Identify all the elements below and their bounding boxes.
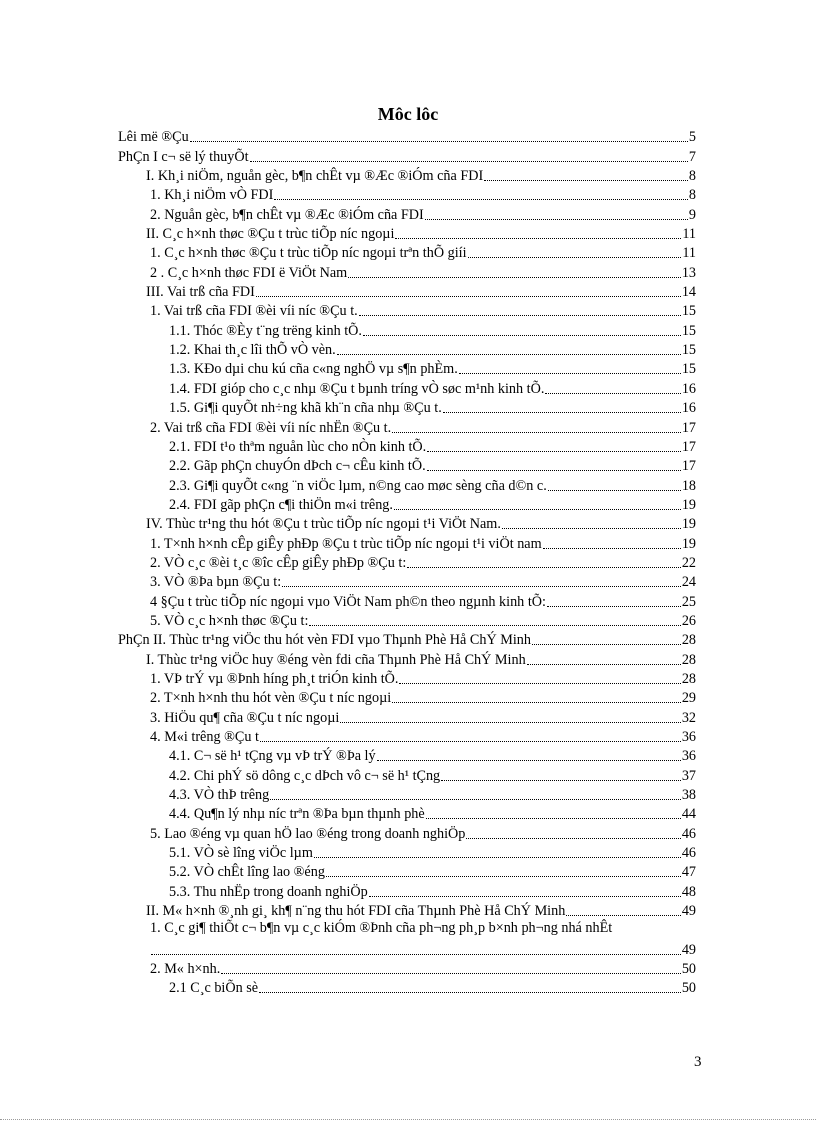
toc-entry-page: 50 — [681, 961, 696, 978]
dot-leader — [527, 663, 681, 665]
toc-entry-label: PhÇn II. Thùc tr¹ng viÖc thu hót vèn FDI vµo Thµnh Phè Hå ChÝ Minh — [118, 632, 531, 649]
toc-entry-page: 28 — [681, 632, 696, 649]
dot-leader — [443, 411, 681, 413]
toc-entry-label: 5.1. VÒ sè lîng viÖc lµm — [169, 845, 313, 862]
toc-entry-label: 1.4. FDI gióp cho c¸c nhµ ®Çu t bµnh tríng vÒ søc m¹nh kinh tÕ. — [169, 380, 545, 397]
toc-entry[interactable] — [118, 533, 696, 552]
dot-leader — [426, 817, 681, 819]
toc-entry[interactable] — [118, 862, 696, 881]
toc-entry-label: I. Kh¸i niÖm, nguån gèc, b¶n chÊt vµ ®Æc ®iÓm cña FDI — [146, 168, 484, 185]
dot-leader — [274, 198, 688, 200]
toc-entry[interactable] — [118, 630, 696, 649]
toc-entry-page: 19 — [681, 516, 696, 533]
dot-leader — [326, 875, 681, 877]
toc-entry-page: 32 — [681, 709, 696, 726]
toc-entry-label: 1. Vai trß cña FDI ®èi víi níc ®Çu t. — [150, 303, 358, 320]
dot-leader — [377, 759, 681, 761]
toc-entry-page: 16 — [681, 400, 696, 417]
toc-entry-label: 4.4. Qu¶n lý nhµ níc trªn ®Þa bµn thµnh phè — [169, 806, 425, 823]
toc-entry-label: 4. M«i trêng ®Çu t — [150, 729, 259, 745]
toc-entry-page: 17 — [681, 458, 696, 475]
toc-entry-page: 46 — [681, 825, 696, 842]
dot-leader — [532, 643, 681, 645]
toc-entry-label: Lêi më ®Çu — [118, 129, 189, 146]
dot-leader — [548, 489, 681, 491]
toc-entry-page: 19 — [681, 535, 696, 552]
toc-entry-page: 8 — [688, 168, 696, 185]
dot-leader — [151, 953, 681, 955]
toc-entry-page: 11 — [682, 226, 696, 243]
toc-entry[interactable] — [118, 765, 696, 784]
toc-entry-page: 37 — [681, 767, 696, 784]
toc-entry[interactable] — [118, 649, 696, 668]
toc-entry-page: 46 — [681, 845, 696, 862]
toc-entry-page: 8 — [688, 187, 696, 204]
toc-entry-label: 5.2. VÒ chÊt lîng lao ®éng — [169, 864, 325, 881]
toc-entry[interactable] — [118, 843, 696, 862]
toc-entry-page: 29 — [681, 690, 696, 707]
dot-leader — [425, 218, 688, 220]
dot-leader — [270, 798, 681, 800]
toc-entry-label: 2. VÒ c¸c ®èi t¸c ®îc cÊp giÊy phÐp ®Çu t: — [150, 554, 407, 571]
toc-entry-page: 14 — [681, 284, 696, 301]
toc-entry-page: 17 — [681, 419, 696, 436]
dot-leader — [543, 547, 681, 549]
toc-entry-page: 16 — [681, 380, 696, 397]
toc-title: Môc lôc — [377, 104, 439, 124]
toc-entry-page: 24 — [681, 574, 696, 591]
dot-leader — [459, 372, 681, 374]
toc-entry[interactable] — [118, 301, 696, 320]
dot-leader — [547, 605, 681, 607]
toc-entry-label: 4 §Çu t trùc tiÕp níc ngoµi vµo ViÖt Nam ph©n theo ngµnh kinh tÕ: — [150, 593, 546, 610]
toc-entry[interactable] — [118, 475, 696, 494]
dot-leader — [282, 585, 681, 587]
toc-entry[interactable] — [118, 591, 696, 610]
toc-entry-page: 28 — [681, 651, 696, 668]
toc-entry-page: 47 — [681, 864, 696, 881]
dot-leader — [566, 914, 681, 916]
toc-entry-page: 13 — [681, 264, 696, 281]
toc-entry[interactable] — [118, 746, 696, 765]
dot-leader — [466, 837, 680, 839]
toc-entry[interactable] — [118, 127, 696, 146]
toc-entry[interactable] — [118, 553, 696, 572]
dot-leader — [309, 624, 680, 626]
toc-entry-label: 1.5. Gi¶i quyÕt nh÷ng khã kh¨n cña nhµ ®Çu t. — [169, 400, 442, 417]
dot-leader — [348, 276, 681, 278]
toc-entry[interactable] — [118, 514, 696, 533]
dot-leader — [427, 469, 681, 471]
dot-leader — [369, 895, 681, 897]
toc-entry-label: IV. Thùc tr¹ng thu hót ®Çu t trùc tiÕp níc ngoµi t¹i ViÖt Nam. — [146, 516, 501, 533]
toc-entry-label: 1.1. Thóc ®Èy t¨ng trëng kinh tÕ. — [169, 322, 362, 339]
dot-leader — [190, 140, 688, 142]
toc-entry-page: 15 — [681, 342, 696, 359]
toc-entry[interactable] — [118, 669, 696, 688]
toc-entry-continuation — [118, 939, 696, 958]
toc-entry-label: 4.2. Chi phÝ sö dông c¸c dÞch vô c¬ së h¹ tÇng — [169, 767, 441, 784]
toc-entry-page: 22 — [681, 554, 696, 571]
dot-leader — [441, 779, 681, 781]
table-of-contents — [118, 127, 696, 997]
dot-leader — [260, 740, 681, 742]
toc-entry-page: 28 — [681, 670, 696, 687]
toc-entry-label: II. M« h×nh ®¸nh gi¸ kh¶ n¨ng thu hót FDI cña Thµnh Phè Hå ChÝ Minh — [146, 903, 566, 920]
toc-entry-page: 15 — [681, 303, 696, 320]
toc-entry[interactable] — [118, 185, 696, 204]
toc-entry-page: 49 — [681, 903, 696, 920]
toc-entry[interactable] — [118, 804, 696, 823]
toc-entry-page: 15 — [681, 322, 696, 339]
toc-entry-label: 2.3. Gi¶i quyÕt c«ng ¨n viÖc lµm, n©ng cao møc sèng cña d©n c. — [169, 477, 547, 494]
toc-entry-label: 2. M« h×nh. — [150, 961, 221, 978]
toc-entry-label: 1. C¸c gi¶ thiÕt c¬ b¶n vµ c¸c kiÓm ®Þnh cña ph¬ng ph¸p b×nh ph¬ng nhá nhÊt — [150, 920, 613, 937]
toc-entry[interactable] — [118, 166, 696, 185]
toc-entry-label: III. Vai trß cña FDI — [146, 284, 255, 301]
toc-entry-page: 26 — [681, 612, 696, 629]
toc-entry-page: 7 — [688, 148, 696, 165]
toc-entry-page: 36 — [681, 729, 696, 745]
dot-leader — [221, 972, 681, 974]
dot-leader — [484, 179, 688, 181]
toc-entry-page: 5 — [688, 129, 696, 146]
page-bottom-divider — [0, 1119, 816, 1120]
dot-leader — [359, 314, 681, 316]
toc-entry-label: I. Thùc tr¹ng viÖc huy ®éng vèn fdi cña Thµnh Phè Hå ChÝ Minh — [146, 651, 526, 668]
toc-entry-label: 5.3. Thu nhËp trong doanh nghiÖp — [169, 883, 368, 900]
dot-leader — [502, 527, 681, 529]
toc-entry[interactable] — [118, 359, 696, 378]
toc-entry[interactable] — [118, 901, 696, 920]
toc-entry[interactable] — [118, 437, 696, 456]
toc-entry-page: 38 — [681, 787, 696, 804]
dot-leader — [394, 508, 681, 510]
toc-entry[interactable] — [118, 456, 696, 475]
toc-entry[interactable] — [118, 282, 696, 301]
toc-entry[interactable] — [118, 959, 696, 978]
toc-entry-label: 5. Lao ®éng vµ quan hÖ lao ®éng trong doanh nghiÖp — [150, 825, 466, 842]
toc-entry-page: 17 — [681, 438, 696, 455]
dot-leader — [340, 721, 681, 723]
toc-entry-label: 4.3. VÒ thÞ trêng — [169, 787, 270, 804]
toc-entry-page: 48 — [681, 883, 696, 900]
toc-entry-label: 2.1 C¸c biÕn sè — [169, 980, 259, 997]
toc-entry-page: 18 — [681, 477, 696, 494]
dot-leader — [256, 295, 681, 297]
dot-leader — [392, 701, 681, 703]
toc-entry-page: 36 — [681, 748, 696, 765]
toc-entry[interactable] — [118, 417, 696, 436]
toc-entry-label: 2. Vai trß cña FDI ®èi víi níc nhËn ®Çu t. — [150, 419, 392, 436]
dot-leader — [468, 256, 682, 258]
dot-leader — [427, 450, 681, 452]
toc-entry[interactable] — [118, 378, 696, 397]
dot-leader — [395, 237, 681, 239]
toc-entry-label: 1. VÞ trÝ vµ ®Þnh híng ph¸t triÓn kinh tÕ. — [150, 670, 399, 687]
toc-entry-page: 49 — [681, 941, 696, 958]
toc-entry-label: 2 . C¸c h×nh thøc FDI ë ViÖt Nam — [150, 264, 348, 281]
toc-entry[interactable] — [118, 881, 696, 900]
page-number: 3 — [694, 1054, 702, 1070]
toc-entry-label: 3. HiÖu qu¶ cña ®Çu t níc ngoµi — [150, 709, 340, 726]
toc-entry-page: 15 — [681, 361, 696, 378]
dot-leader — [407, 566, 681, 568]
toc-entry-page: 19 — [681, 496, 696, 513]
toc-entry[interactable] — [118, 727, 696, 746]
dot-leader — [314, 856, 681, 858]
toc-entry-label: II. C¸c h×nh thøc ®Çu t trùc tiÕp níc ngoµi — [146, 226, 395, 243]
toc-entry-label: 1. C¸c h×nh thøc ®Çu t trùc tiÕp níc ngoµi trªn thÕ giíi — [150, 245, 467, 262]
toc-entry-page: 11 — [682, 245, 696, 262]
toc-entry-label: 2.2. Gãp phÇn chuyÓn dÞch c¬ cÊu kinh tÕ. — [169, 458, 426, 475]
toc-entry[interactable] — [118, 320, 696, 339]
toc-entry-label: 2.1. FDI t¹o thªm nguån lùc cho nÒn kinh tÕ. — [169, 438, 427, 455]
toc-entry[interactable] — [118, 920, 696, 939]
dot-leader — [392, 431, 681, 433]
toc-entry[interactable] — [118, 243, 696, 262]
toc-entry[interactable] — [118, 495, 696, 514]
dot-leader — [337, 353, 681, 355]
toc-entry[interactable] — [118, 978, 696, 997]
toc-entry-page: 9 — [688, 206, 696, 223]
toc-entry-page: 25 — [681, 593, 696, 610]
toc-entry[interactable] — [118, 611, 696, 630]
toc-entry-label: 1. Kh¸i niÖm vÒ FDI — [150, 187, 274, 204]
toc-entry-label: 1.3. KÐo dµi chu kú cña c«ng nghÖ vµ s¶n phÈm. — [169, 361, 458, 378]
toc-entry-label: PhÇn I c¬ së lý thuyÕt — [118, 148, 249, 165]
toc-entry[interactable] — [118, 823, 696, 842]
toc-entry-label: 2. T×nh h×nh thu hót vèn ®Çu t níc ngoµi — [150, 690, 392, 707]
toc-entry[interactable] — [118, 785, 696, 804]
toc-entry-label: 1.2. Khai th¸c lîi thÕ vÒ vèn. — [169, 342, 336, 359]
dot-leader — [250, 160, 688, 162]
toc-entry[interactable] — [118, 398, 696, 417]
dot-leader — [363, 334, 681, 336]
toc-entry[interactable] — [118, 204, 696, 223]
toc-entry[interactable] — [118, 688, 696, 707]
dot-leader — [259, 991, 681, 993]
toc-entry[interactable] — [118, 340, 696, 359]
toc-entry[interactable] — [118, 224, 696, 243]
toc-entry[interactable] — [118, 572, 696, 591]
toc-entry-label: 3. VÒ ®Þa bµn ®Çu t: — [150, 574, 282, 591]
toc-entry-label: 2. Nguån gèc, b¶n chÊt vµ ®Æc ®iÓm cña FDI — [150, 206, 424, 223]
toc-entry-page: 44 — [681, 806, 696, 823]
toc-entry-page: 50 — [681, 980, 696, 997]
toc-entry[interactable] — [118, 707, 696, 726]
toc-entry[interactable] — [118, 262, 696, 281]
dot-leader — [545, 392, 680, 394]
toc-entry-label: 2.4. FDI gãp phÇn c¶i thiÖn m«i trêng. — [169, 496, 393, 513]
toc-entry-label: 5. VÒ c¸c h×nh thøc ®Çu t: — [150, 612, 309, 629]
toc-entry-label: 1. T×nh h×nh cÊp giÊy phÐp ®Çu t trùc tiÕp níc ngoµi t¹i viÖt nam — [150, 535, 542, 552]
toc-entry[interactable] — [118, 146, 696, 165]
dot-leader — [399, 682, 680, 684]
toc-entry-label: 4.1. C¬ së h¹ tÇng vµ vÞ trÝ ®Þa lý — [169, 748, 376, 765]
